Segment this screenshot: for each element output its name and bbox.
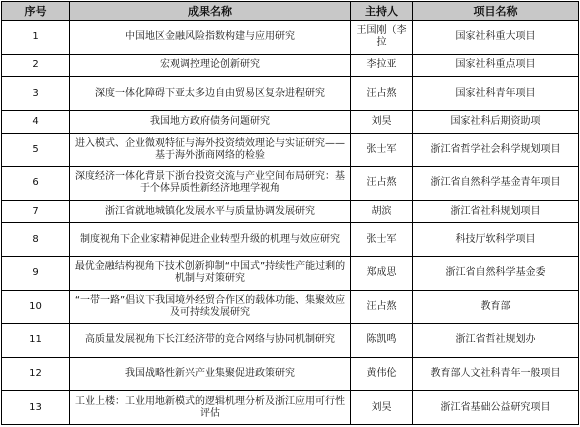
row-host: 黄伟伦 (351, 357, 413, 391)
row-title: 宏观调控理论创新研究 (70, 54, 351, 77)
row-category: 浙江省自然科学基金委 (413, 257, 579, 291)
row-title: 中国地区金融风险指数构建与应用研究 (70, 21, 351, 55)
row-host: 王国刚（李拉 (351, 21, 413, 55)
table-row (2, 54, 579, 77)
row-category: 浙江省哲社规划办 (413, 324, 579, 358)
row-host: 汪占熬 (351, 290, 413, 324)
header-index: 序号 (2, 2, 70, 21)
row-index: 6 (2, 167, 70, 201)
row-host: 陈凯鸣 (351, 324, 413, 358)
row-host: 汪占熬 (351, 167, 413, 201)
row-category: 浙江省哲学社会科学规划项目 (413, 133, 579, 167)
row-host: 刘昊 (351, 391, 413, 425)
row-title: 进入模式、企业微观特征与海外投资绩效理论与实证研究——基于海外浙商网络的检验 (70, 133, 351, 167)
row-index: 5 (2, 133, 70, 167)
row-index: 10 (2, 290, 70, 324)
row-host: 汪占熬 (351, 77, 413, 111)
table-row (2, 324, 579, 358)
row-index: 8 (2, 223, 70, 257)
table-row (2, 290, 579, 324)
row-title: 深度经济一体化背景下浙台投资交流与产业空间布局研究：基于个体异质性新经济地理学视角 (70, 167, 351, 201)
table-row (2, 223, 579, 257)
table-row (2, 200, 579, 223)
table-header-row (2, 2, 579, 21)
header-title: 成果名称 (70, 2, 351, 21)
row-title: 我国地方政府债务问题研究 (70, 110, 351, 133)
table-row (2, 21, 579, 55)
row-host: 刘昊 (351, 110, 413, 133)
row-index: 11 (2, 324, 70, 358)
table-row (2, 357, 579, 391)
row-index: 4 (2, 110, 70, 133)
row-category: 国家社科重大项目 (413, 21, 579, 55)
row-title: 工业上楼：工业用地新模式的逻辑机理分析及浙江应用可行性评估 (70, 391, 351, 425)
row-index: 13 (2, 391, 70, 425)
row-title: 浙江省就地城镇化发展水平与质量协调发展研究 (70, 200, 351, 223)
row-index: 7 (2, 200, 70, 223)
row-host: 郑成思 (351, 257, 413, 291)
row-host: 李拉亚 (351, 54, 413, 77)
row-host: 张士军 (351, 223, 413, 257)
header-host: 主持人 (351, 2, 413, 21)
row-title: 制度视角下企业家精神促进企业转型升级的机理与效应研究 (70, 223, 351, 257)
row-host: 胡滨 (351, 200, 413, 223)
row-index: 3 (2, 77, 70, 111)
row-category: 国家社科后期资助项 (413, 110, 579, 133)
row-title: 最优金融结构视角下技术创新抑制“中国式”持续性产能过剩的机制与对策研究 (70, 257, 351, 291)
table-row (2, 110, 579, 133)
row-index: 9 (2, 257, 70, 291)
row-index: 1 (2, 21, 70, 55)
row-title: “一带一路”倡议下我国境外经贸合作区的载体功能、集聚效应及可持续发展研究 (70, 290, 351, 324)
row-index: 12 (2, 357, 70, 391)
table-row (2, 167, 579, 201)
row-category: 国家社科青年项目 (413, 77, 579, 111)
row-category: 教育部 (413, 290, 579, 324)
row-category: 浙江省自然科学基金青年项目 (413, 167, 579, 201)
row-category: 教育部人文社科青年一般项目 (413, 357, 579, 391)
row-category: 科技厅软科学项目 (413, 223, 579, 257)
row-category: 浙江省社科规划项目 (413, 200, 579, 223)
row-category: 浙江省基础公益研究项目 (413, 391, 579, 425)
table-row (2, 257, 579, 291)
table-row (2, 77, 579, 111)
row-category: 国家社科重点项目 (413, 54, 579, 77)
row-title: 高质量发展视角下长江经济带的竞合网络与协同机制研究 (70, 324, 351, 358)
results-table (1, 1, 579, 425)
header-category: 项目名称 (413, 2, 579, 21)
table-row (2, 391, 579, 425)
row-index: 2 (2, 54, 70, 77)
table-row (2, 133, 579, 167)
row-title: 深度一体化障碍下亚太多边自由贸易区复杂进程研究 (70, 77, 351, 111)
row-host: 张士军 (351, 133, 413, 167)
row-title: 我国战略性新兴产业集聚促进政策研究 (70, 357, 351, 391)
